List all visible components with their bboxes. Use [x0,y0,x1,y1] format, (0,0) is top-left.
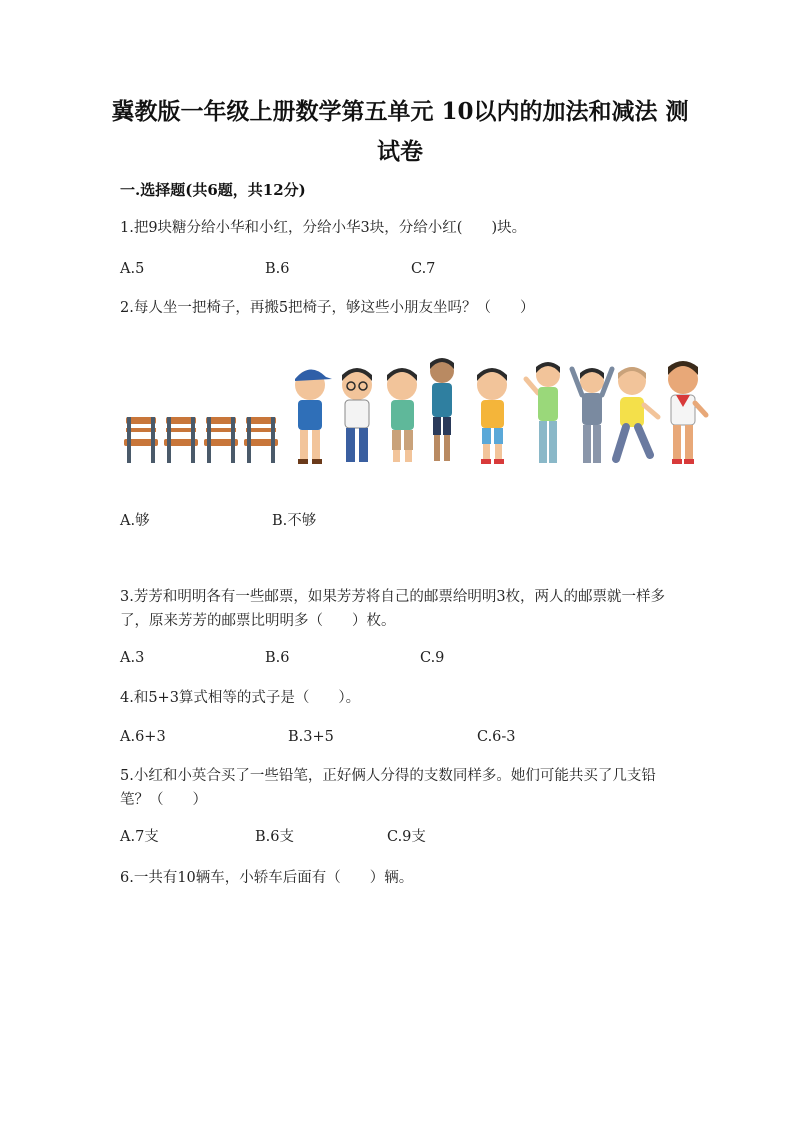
child-icon [295,369,332,464]
q4-option-c[interactable]: C.6-3 [477,729,516,745]
q3-option-a[interactable]: A.3 [120,650,145,666]
q2-option-b[interactable]: B.不够 [272,513,317,529]
question-2: 2.每人坐一把椅子，再搬5把椅子，够这些小朋友坐吗？（ ） [120,300,535,316]
chair-icon [244,417,278,463]
q4-option-b[interactable]: B.3+5 [288,729,334,745]
chair-icon [204,417,238,463]
q5-option-b[interactable]: B.6支 [255,829,294,845]
section-heading: 一.选择题(共6题，共12分) [120,181,306,199]
q3-option-c[interactable]: C.9 [420,650,445,666]
child-icon [387,368,417,462]
q4-option-a[interactable]: A.6+3 [120,729,166,745]
question-1: 1.把9块糖分给小华和小红，分给小华3块，分给小红( )块。 [120,220,527,236]
q5-option-a[interactable]: A.7支 [120,829,159,845]
chairs-and-children-illustration [120,355,710,473]
q3-option-b[interactable]: B.6 [265,650,290,666]
q5-option-c[interactable]: C.9支 [387,829,426,845]
child-icon [477,368,507,464]
q1-option-c[interactable]: C.7 [411,261,436,277]
child-icon [616,367,658,459]
q1-option-a[interactable]: A.5 [120,261,145,277]
question-6: 6.一共有10辆车，小轿车后面有（ ）辆。 [120,870,414,886]
question-3: 3.芳芳和明明各有一些邮票，如果芳芳将自己的邮票给明明3枚，两人的邮票就一样多了，原来芳芳的邮票比明明多（ ）枚。 [120,589,666,629]
q1-option-b[interactable]: B.6 [265,261,290,277]
child-icon [526,362,560,463]
q2-option-a[interactable]: A.够 [120,513,150,529]
child-icon [668,361,706,464]
child-icon [430,358,454,461]
chair-icon [124,417,158,463]
child-icon [572,368,612,463]
child-icon [342,368,372,462]
question-4: 4.和5+3算式相等的式子是（ ）。 [120,690,361,706]
question-5: 5.小红和小英合买了一些铅笔，正好俩人分得的支数同样多。她们可能共买了几支铅笔？（ ） [120,768,656,808]
page-title: 冀教版一年级上册数学第五单元 10以内的加法和减法 测试卷 [111,98,689,165]
chair-icon [164,417,198,463]
